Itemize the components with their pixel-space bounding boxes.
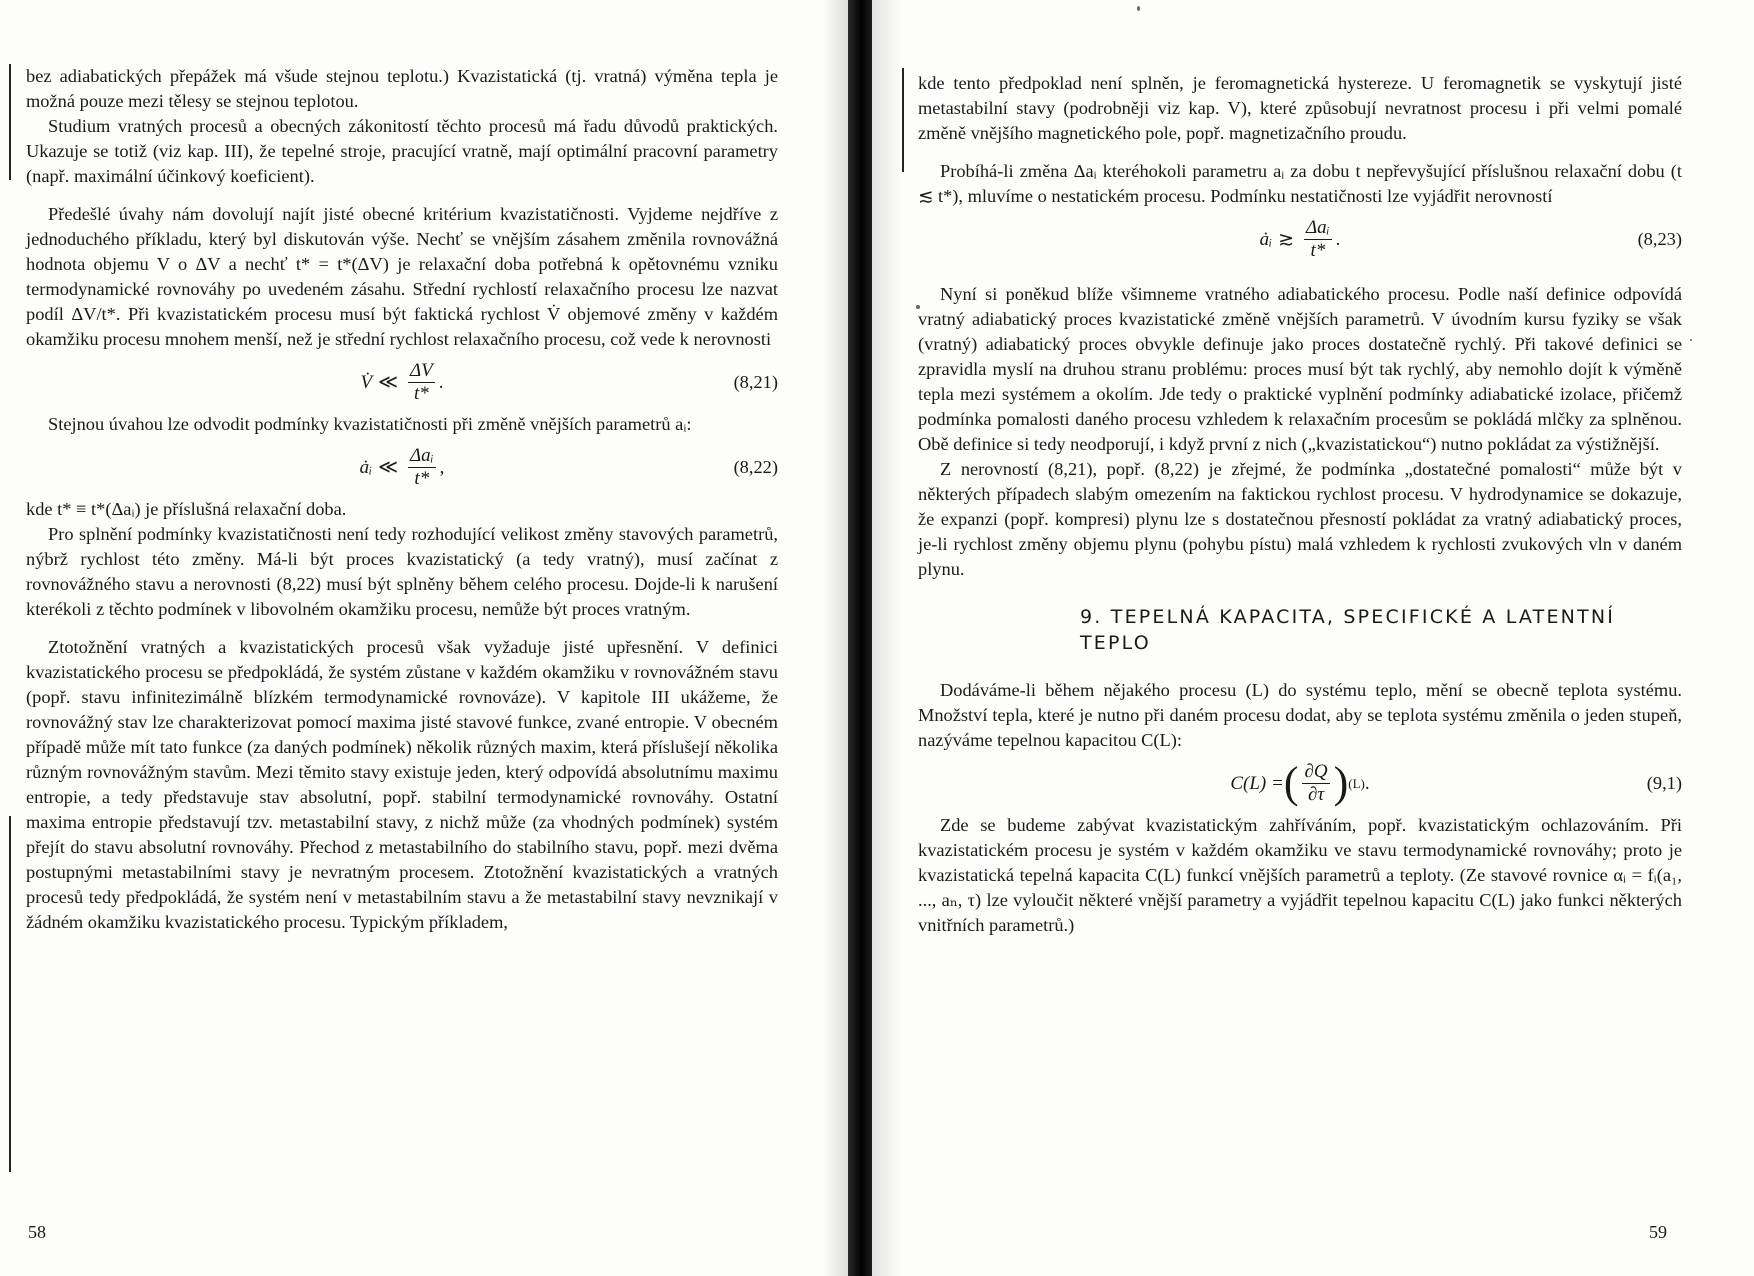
equation-subscript: (L) xyxy=(1348,775,1365,791)
equation-numerator: ∂Q xyxy=(1304,760,1328,782)
equation-fraction xyxy=(408,360,435,405)
right-page-text xyxy=(918,71,1682,938)
equation-punct: . xyxy=(438,371,444,393)
equation-relation: ≪ xyxy=(378,456,398,478)
section-spacer xyxy=(918,582,1682,604)
section-heading: 9. TEPELNÁ KAPACITA, SPECIFICKÉ A LATENTNÍ TEPLO xyxy=(1080,606,1616,654)
paragraph: Probíhá-li změna Δaᵢ kteréhokoli parametru aᵢ za dobu t nepřevyšující příslušnou relaxační dobu (t ≲ t*), mluvíme o nestatickém procesu. Podmínku nestatičnosti lze vyjádřit nerovností xyxy=(918,161,1682,206)
paragraph: Zde se budeme zabývat kvazistatickým zahříváním, popř. kvazistatickým ochlazováním. Při kvazistatickém procesu je systém v každém okamžiku ve stavu termodynamické rovnováhy; proto je kvazistatická tepelná kapacita C(L) funkcí vnějších parametrů a teploty. (Ze stavové rovnice αᵢ = fᵢ(a₁, ..., aₙ, τ) lze vyloučit některé vnější parametry a vyjádřit tepelnou kapacitu C(L) jako funkci některých vnitřních parametrů.) xyxy=(918,815,1682,935)
paragraph: bez adiabatických přepážek má všude stejnou teplotu.) Kvazistatická (tj. vratná) výměna tepla je možná pouze mezi tělesy se stejnou teplotou. xyxy=(26,66,778,111)
page-speck xyxy=(1137,6,1140,11)
equation-paren-open: ( xyxy=(1283,758,1299,807)
equation-numerator: ΔV xyxy=(409,359,433,381)
equation-lhs: ȧᵢ xyxy=(359,456,373,478)
equation-numerator: Δaᵢ xyxy=(409,444,434,466)
page-speck xyxy=(1690,339,1692,341)
equation-body xyxy=(26,360,778,405)
equation-lhs: V̇ xyxy=(360,371,373,393)
paragraph: Dodáváme-li během nějakého procesu (L) do systému teplo, mění se obecně teplota systému. Množství tepla, které je nutno při daném procesu dodat, aby se teplota systému změnila o jeden stupeň, nazýváme tepelnou kapacitou C(L): xyxy=(918,680,1682,750)
margin-mark-left-bottom xyxy=(9,816,11,1172)
paragraph: kde tento předpoklad není splněn, je feromagnetická hystereze. U feromagnetik se vyskytují jisté metastabilní stavy (podrobněji viz kap. V), které způsobují nevratnost procesu i při velmi pomalé změně vnějšího magnetického pole, popř. magnetizačního proudu. xyxy=(918,73,1682,143)
margin-mark-left-top xyxy=(9,64,11,180)
paragraph: Pro splnění podmínky kvazistatičnosti není tedy rozhodující velikost změny stavových parametrů, nýbrž rychlost této změny. Má-li být proces kvazistatický (a tedy vratný), musí začínat z rovnovážného stavu a nerovnosti (8,22) musí být splněny během celého procesu. Dojde-li k narušení kterékoli z těchto podmínek v libovolném okamžiku procesu, nemůže být proces vratným. xyxy=(26,524,778,619)
equation-fraction xyxy=(1304,217,1332,262)
equation-paren-close: ) xyxy=(1333,758,1349,807)
paragraph: Z nerovností (8,21), popř. (8,22) je zřejmé, že podmínka „dostatečné pomalosti“ může být v některých případech slabým omezením na faktickou rychlost procesu. V hydrodynamice se dokazuje, že expanzi (popř. kompresi) plynu lze s dostatečnou přesností pokládat za vratný adiabatický proces, je-li rychlost změny objemu plynu (pohybu pístu) malá vzhledem k rychlosti zvukových vln v daném plynu. xyxy=(918,459,1682,579)
equation-denominator: ∂τ xyxy=(1307,783,1325,805)
equation-lhs: ȧᵢ xyxy=(1259,228,1273,250)
left-page-text xyxy=(26,64,778,935)
equation-relation: ≪ xyxy=(378,371,398,393)
equation-fraction xyxy=(1302,761,1329,806)
section-spacer xyxy=(918,656,1682,678)
equation-punct: . xyxy=(1335,228,1341,250)
paragraph: Ztotožnění vratných a kvazistatických procesů však vyžaduje jisté upřesnění. V definici kvazistatického procesu se předpokládá, že systém zůstane v každém okamžiku v rovnovážném stavu (popř. stavu infinitezimálně blízkém termodynamické rovnováze). V kapitole III ukážeme, že rovnovážný stav lze charakterizovat pomocí maxima jisté stavové funkce, zvané entropie. V obecném případě může mít tato funkce (za daných podmínek) několik různých maxim, která příslušejí několika různým rovnovážným stavům. Mezi těmito stavy existuje jeden, který odpovídá absolutnímu maximu entropie, a tedy představuje stav absolutní, popř. stabilní termodynamické rovnováhy. Ostatní maxima entropie představují tzv. metastabilní stavy, z nichž může (za vhodných podmínek) systém přejít do stavu absolutní rovnováhy. Přechod z metastabilního do stabilního stavu, popř. mezi dvěma postupnými metastabilními stavy je nevratným procesem. Ztotožnění kvazistatických a vratných procesů tedy předpokládá, že systém není v metastabilním stavu a že metastabilní stavy nevznikají v žádném okamžiku kvazistatického procesu. Typickým příkladem, xyxy=(26,637,778,932)
equation-eq823 xyxy=(918,209,1682,269)
equation-relation: ≳ xyxy=(1278,228,1294,250)
paragraph: kde t* ≡ t*(Δaᵢ) je příslušná relaxační doba. xyxy=(26,499,347,519)
equation-lhs: C(L) = xyxy=(1230,772,1284,794)
book-gutter xyxy=(848,0,872,1276)
equation-punct: . xyxy=(1364,772,1370,794)
paragraph-spacer xyxy=(26,622,778,635)
equation-eq821 xyxy=(26,352,778,412)
equation-eq822 xyxy=(26,437,778,497)
equation-body xyxy=(26,445,778,490)
equation-denominator: t* xyxy=(414,467,430,489)
equation-body xyxy=(918,217,1682,262)
equation-punct: , xyxy=(439,456,445,478)
equation-numerator: Δaᵢ xyxy=(1306,216,1330,238)
gutter-shadow-left xyxy=(822,0,848,1276)
equation-number: (8,23) xyxy=(1637,228,1682,249)
margin-mark-right-top xyxy=(902,68,904,172)
equation-denominator: t* xyxy=(1310,239,1326,261)
paragraph: Předešlé úvahy nám dovolují najít jisté obecné kritérium kvazistatičnosti. Vyjdeme nejdříve z jednoduchého příkladu, který byl diskutován výše. Nechť se vnějším zásahem změnila rovnovážná hodnota objemu V o ΔV a nechť t* = t*(ΔV) je relaxační doba potřebná k opětovnému vzniku termodynamické rovnováhy po uvedeném zásahu. Střední rychlostí relaxačního procesu lze nazvat podíl ΔV/t*. Při kvazistatickém procesu musí být faktická rychlost V̇ objemové změny v každém okamžiku procesu mnohem menší, než je střední rychlost relaxačního procesu, což vede k nerovnosti xyxy=(26,204,778,349)
page-number-left: 58 xyxy=(28,1222,46,1242)
paragraph-spacer xyxy=(918,269,1682,282)
equation-body xyxy=(918,758,1682,807)
equation-denominator: t* xyxy=(413,382,429,404)
equation-eq91 xyxy=(918,753,1682,813)
gutter-shadow-right xyxy=(872,0,902,1276)
equation-number: (8,22) xyxy=(733,456,778,477)
equation-number: (9,1) xyxy=(1646,772,1682,793)
equation-fraction xyxy=(408,445,436,490)
paragraph: Studium vratných procesů a obecných zákonitostí těchto procesů má řadu důvodů praktických. Ukazuje se totiž (viz kap. III), že tepelné stroje, pracující vratně, mají optimální pracovní parametry (např. maximální účinkový koeficient). xyxy=(26,116,778,186)
page-number-right: 59 xyxy=(1649,1222,1667,1242)
paragraph: Nyní si poněkud blíže všimneme vratného adiabatického procesu. Podle naší definice odpovídá vratný adiabatický proces kvazistatické změně vnějších parametrů. V úvodním kursu fyziky se však (vratný) adiabatický proces obvykle definuje jako proces dostatečně rychlý. Při takové definici se zpravidla myslí na druhou stranu problému: proces musí být tak rychlý, aby nemohlo dojít k výměně tepla mezi systémem a okolím. Jde tedy o praktické vyplnění podmínky adiabatické izolace, přičemž podmínka pomalosti daného procesu vzhledem k relaxačním procesům se pokládá mlčky za splněnou. Obě definice si tedy neodporují, i když první z nich („kvazistatickou“) nutno pokládat za výstižnější. xyxy=(918,284,1682,454)
equation-number: (8,21) xyxy=(733,371,778,392)
paragraph-spacer xyxy=(26,189,778,202)
paragraph-spacer xyxy=(918,146,1682,159)
paragraph: Stejnou úvahou lze odvodit podmínky kvazistatičnosti při změně vnějších parametrů aᵢ: xyxy=(48,414,692,434)
